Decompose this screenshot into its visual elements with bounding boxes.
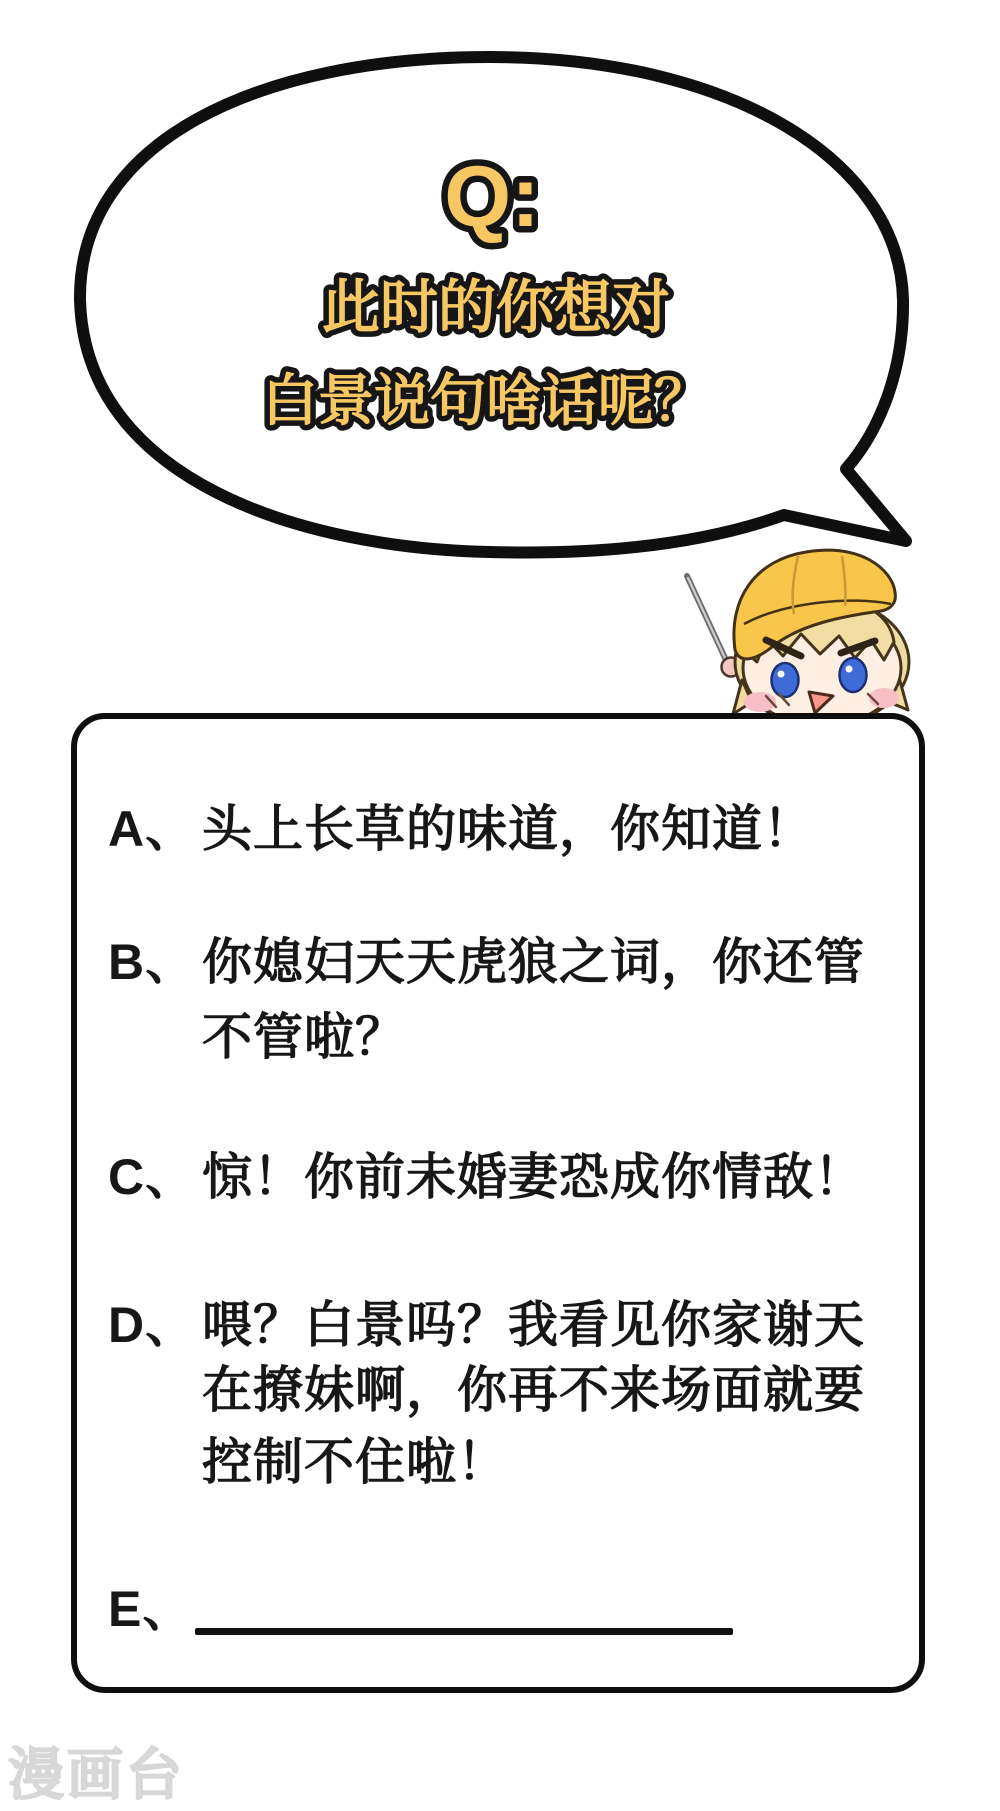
answer-blank-underline (195, 1628, 733, 1635)
option-d (108, 1296, 865, 1354)
option-d-text-line2: 在撩妹啊，你再不来场面就要 (202, 1362, 865, 1418)
option-d-marker: D、 (108, 1297, 197, 1353)
question-line-1: 此时的你想对 (321, 275, 671, 340)
option-e (108, 1580, 202, 1638)
watermark-logo: 漫画台 (8, 1743, 185, 1806)
pointer-stick-icon (687, 576, 741, 677)
option-d-text-line1: 喂？白景吗？我看见你家谢天 (202, 1297, 865, 1353)
question-line-2: 白景说句啥话呢？ (262, 369, 710, 432)
top-illustration (0, 0, 1000, 760)
option-b-text-line2: 不管啦？ (202, 1009, 406, 1065)
option-a-marker: A、 (108, 801, 197, 857)
option-c (108, 1148, 865, 1206)
question-q-label: Q: (444, 149, 540, 245)
option-b (108, 933, 865, 991)
option-b-text-line1: 你媳妇天天虎狼之词，你还管 (202, 934, 865, 990)
option-a (108, 800, 814, 858)
option-c-text: 惊！你前未婚妻恐成你情敌！ (202, 1149, 865, 1205)
mascot-character (733, 550, 909, 726)
option-e-marker: E、 (108, 1581, 194, 1637)
option-d-text-line3: 控制不住啦！ (202, 1434, 508, 1490)
option-a-text: 头上长草的味道，你知道！ (202, 801, 814, 857)
option-b-marker: B、 (108, 934, 197, 990)
option-c-marker: C、 (108, 1149, 197, 1205)
